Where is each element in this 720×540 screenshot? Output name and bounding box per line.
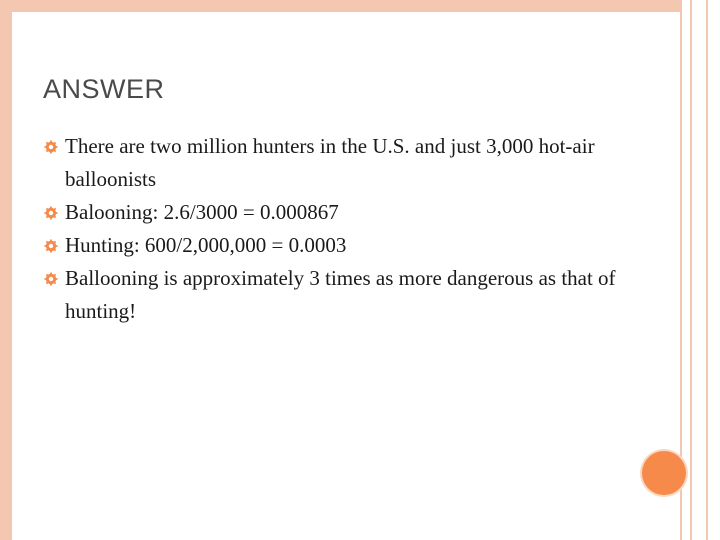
decorative-orange-circle (642, 451, 686, 495)
right-border-line-2 (690, 0, 692, 540)
gear-bullet-icon (44, 239, 58, 253)
bullet-item (44, 229, 624, 262)
left-border-decoration (0, 0, 12, 540)
bullet-text: Hunting: 600/2,000,000 = 0.0003 (65, 233, 347, 257)
right-border-line-3 (706, 0, 708, 540)
bullet-item (44, 262, 624, 328)
gear-bullet-icon (44, 272, 58, 286)
slide-title: ANSWER (43, 74, 165, 104)
gear-bullet-icon (44, 206, 58, 220)
bullet-text: Ballooning is approximately 3 times as more dangerous as that of hunting! (65, 266, 616, 323)
bullet-item (44, 196, 624, 229)
top-border-decoration (12, 0, 680, 12)
bullet-text: Balooning: 2.6/3000 = 0.000867 (65, 200, 339, 224)
gear-bullet-icon (44, 140, 58, 154)
bullet-text: There are two million hunters in the U.S. and just 3,000 hot-air balloonists (65, 134, 595, 191)
bullet-item (44, 130, 624, 196)
bullet-list (44, 130, 624, 328)
